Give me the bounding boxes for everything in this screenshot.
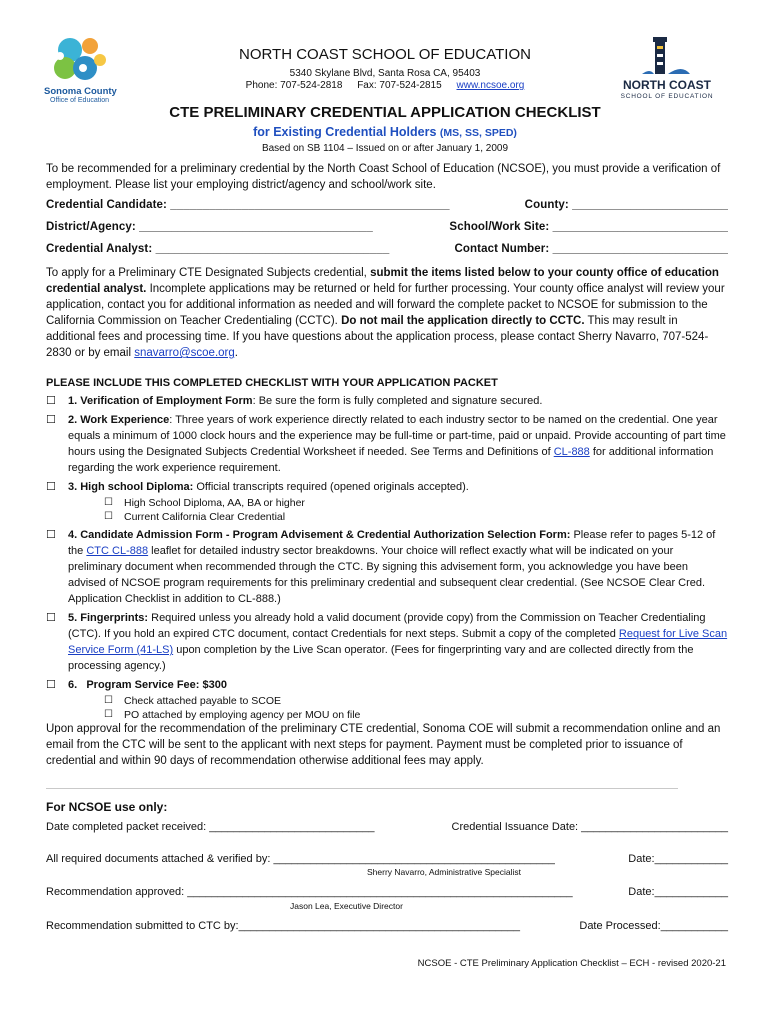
item-2-after: for additional information regarding the work experience requirement. bbox=[68, 446, 714, 474]
checkbox-3a[interactable]: ☐ bbox=[104, 497, 113, 508]
checkbox-6a[interactable]: ☐ bbox=[104, 695, 113, 706]
item-3-label: 3. High school Diploma: bbox=[68, 481, 194, 493]
page-subtitle bbox=[0, 125, 770, 139]
item-4-text: Please refer to pages 5-12 of the bbox=[68, 529, 716, 557]
item-6-label: 6. Program Service Fee: $300 bbox=[68, 679, 227, 691]
office-row-1 bbox=[46, 821, 728, 833]
checkbox-6b[interactable]: ☐ bbox=[104, 709, 113, 720]
date-processed-field[interactable]: Date Processed:___________ bbox=[579, 920, 728, 932]
credential-candidate-field[interactable]: Credential Candidate: ___________________________________________ bbox=[46, 199, 450, 211]
item-3-sub-1 bbox=[46, 496, 728, 510]
checkbox-1[interactable]: ☐ bbox=[46, 395, 56, 407]
apply-bold-1: submit the items listed below to your county office of education credential analyst. bbox=[46, 267, 719, 295]
section-divider bbox=[46, 788, 678, 789]
rec-submitted-field[interactable]: Recommendation submitted to CTC by:______________________________________________ bbox=[46, 920, 520, 932]
item-6-sub-2 bbox=[46, 708, 728, 722]
subtitle-paren: (MS, SS, SPED) bbox=[439, 127, 517, 139]
item-6-sub-2-text: PO attached by employing agency per MOU on file bbox=[124, 709, 361, 721]
item-3-sub-1-text: High School Diploma, AA, BA or higher bbox=[124, 497, 305, 509]
rec-approved-field[interactable]: Recommendation approved: _______________________________________________________________ bbox=[46, 886, 573, 898]
item-5-after: upon completion by the Live Scan operator. (Fees for fingerprinting vary and are collected directly from the processing agency.) bbox=[68, 644, 694, 672]
issuance-date-field[interactable]: Credential Issuance Date: ________________________ bbox=[451, 821, 728, 833]
org-fax: Fax: 707-524-2815 bbox=[357, 80, 442, 91]
based-on-note: Based on SB 1104 – Issued on or after January 1, 2009 bbox=[261, 143, 509, 154]
apply-text-1: To apply for a Preliminary CTE Designated Subjects credential, bbox=[46, 267, 367, 279]
ctc-cl-888-link[interactable]: CTC CL-888 bbox=[86, 545, 149, 557]
checkbox-3[interactable]: ☐ bbox=[46, 481, 56, 493]
docs-date-field[interactable]: Date:____________ bbox=[628, 853, 728, 865]
item-6-sub-1 bbox=[46, 694, 728, 708]
live-scan-form-link[interactable]: Request for Live Scan Service Form (41-LS) bbox=[68, 628, 728, 656]
credential-analyst-field[interactable]: Credential Analyst: ____________________________________ bbox=[46, 243, 390, 255]
checkbox-6[interactable]: ☐ bbox=[46, 679, 56, 691]
rec-date-field[interactable]: Date:____________ bbox=[628, 886, 728, 898]
office-row-2 bbox=[46, 853, 728, 865]
checkbox-3b[interactable]: ☐ bbox=[104, 511, 113, 522]
rec-signer-name: Jason Lea, Executive Director bbox=[290, 901, 403, 911]
item-1-text: : Be sure the form is fully completed and signature secured. bbox=[252, 395, 543, 407]
apply-paragraph bbox=[46, 265, 728, 361]
item-3-text: Official transcripts required (opened originals accepted). bbox=[196, 481, 469, 493]
intro-paragraph: To be recommended for a preliminary credential by the North Coast School of Education (NCSOE), you must provide a verification of employment. Please list your employing district/agency and school/work site. bbox=[46, 163, 721, 191]
logo-left-line2: Office of Education bbox=[50, 97, 110, 104]
field-row-candidate bbox=[46, 199, 728, 211]
item-3-sub-2-text: Current California Clear Credential bbox=[124, 511, 286, 523]
office-row-4 bbox=[46, 920, 728, 932]
item-4-label: 4. Candidate Admission Form - Program Advisement & Credential Authorization Selection Form: bbox=[68, 529, 571, 541]
org-name: NORTH COAST SCHOOL OF EDUCATION bbox=[239, 46, 531, 63]
org-website-link[interactable]: www.ncsoe.org bbox=[456, 80, 525, 91]
apply-text-3: This may result in additional fees and processing time. If you have questions about the application process, please contact Sherry Navarro, 707-524-2830 or by email bbox=[46, 315, 709, 359]
logo-right-line1: NORTH COAST bbox=[623, 78, 711, 92]
checkbox-2[interactable]: ☐ bbox=[46, 414, 56, 426]
apply-bold-2: Do not mail the application directly to CCTC. bbox=[341, 315, 585, 327]
org-address: 5340 Skylane Blvd, Santa Rosa CA, 95403 bbox=[289, 68, 481, 79]
county-field[interactable]: County: ________________________ bbox=[524, 199, 728, 211]
apply-end: . bbox=[234, 347, 238, 359]
subtitle-main: for Existing Credential Holders bbox=[253, 125, 437, 139]
item-2-label: 2. Work Experience bbox=[68, 414, 170, 426]
item-3-sub-2 bbox=[46, 510, 728, 524]
checkbox-5[interactable]: ☐ bbox=[46, 612, 56, 624]
page-title: CTE PRELIMINARY CREDENTIAL APPLICATION CHECKLIST bbox=[169, 104, 601, 121]
field-row-district bbox=[46, 221, 728, 233]
checklist-heading: PLEASE INCLUDE THIS COMPLETED CHECKLIST WITH YOUR APPLICATION PACKET bbox=[46, 377, 498, 389]
org-phone: Phone: 707-524-2818 bbox=[245, 80, 343, 91]
approval-paragraph: Upon approval for the recommendation of the preliminary CTE credential, Sonoma COE will submit a recommendation online and an email from the CTC will be sent to the applicant with next steps for payment. Payment must be completed prior to issuance of credential and within 90 days of recommendation otherwise additional fees may apply. bbox=[46, 723, 721, 767]
item-5-text: Required unless you already hold a valid document (provide copy) from the Commission on Teacher Credentialing (CTC). If you hold an expired CTC document, contact Credentials for next steps. Submit a copy of the completed bbox=[68, 612, 706, 640]
checklist-item-5 bbox=[46, 610, 728, 674]
logo-left-line1: Sonoma County bbox=[44, 86, 117, 97]
item-1-label: 1. Verification of Employment Form bbox=[68, 395, 253, 407]
field-row-analyst bbox=[46, 243, 728, 255]
checklist-item-2 bbox=[46, 412, 728, 476]
office-use-title: For NCSOE use only: bbox=[46, 800, 168, 814]
item-2-text: : Three years of work experience directly related to each industry sector to be named on the credential. One year equals a minimum of 1000 clock hours and the experience may be full-time or part-time, paid or unpaid. Provide accounting of part time hours using the Designated Subjects Credential Worksheet if needed. See Terms and Definitions of bbox=[68, 414, 726, 458]
page-footer: NCSOE - CTE Preliminary Application Checklist – ECH - revised 2020-21 bbox=[417, 958, 726, 969]
checklist-item-1 bbox=[46, 393, 728, 409]
school-work-site-field[interactable]: School/Work Site: ___________________________ bbox=[449, 221, 728, 233]
checkbox-4[interactable]: ☐ bbox=[46, 529, 56, 541]
checklist bbox=[46, 375, 728, 722]
item-4-after: leaflet for detailed industry sector breakdowns. Your choice will reflect exactly what will be indicated on your preliminary document when recommended through the CTC. By signing this advisement form, you acknowledge you have been advised of NCSOE program requirements for this preliminary credential and subsequent clear credential. (See NCSOE Clear Cred. Application Checklist in addition to CL-888.) bbox=[68, 545, 706, 605]
apply-text-2: Incomplete applications may be returned or held for further processing. Your county office analyst will review your application, contact you for additional information as needed and will forward the complete packet to NCSOE for submission to the California Commission on Teacher Credentialing (CCTC). bbox=[46, 283, 725, 327]
docs-verified-field[interactable]: All required documents attached & verified by: ______________________________________________ bbox=[46, 853, 555, 865]
cl-888-link[interactable]: CL-888 bbox=[553, 446, 590, 458]
contact-number-field[interactable]: Contact Number: ___________________________ bbox=[454, 243, 728, 255]
checklist-item-3 bbox=[46, 479, 728, 495]
office-row-3 bbox=[46, 886, 728, 898]
checklist-item-6 bbox=[46, 677, 728, 693]
docs-signer-name: Sherry Navarro, Administrative Specialist bbox=[367, 867, 522, 877]
item-5-label: 5. Fingerprints: bbox=[68, 612, 149, 624]
checklist-item-4 bbox=[46, 527, 728, 607]
logo-right-line2: SCHOOL OF EDUCATION bbox=[620, 93, 714, 100]
district-agency-field[interactable]: District/Agency: ____________________________________ bbox=[46, 221, 373, 233]
org-contact-line bbox=[0, 80, 770, 91]
date-received-field[interactable]: Date completed packet received: ___________________________ bbox=[46, 821, 375, 833]
contact-email-link[interactable]: snavarro@scoe.org bbox=[134, 347, 235, 359]
item-6-sub-1-text: Check attached payable to SCOE bbox=[124, 695, 282, 707]
